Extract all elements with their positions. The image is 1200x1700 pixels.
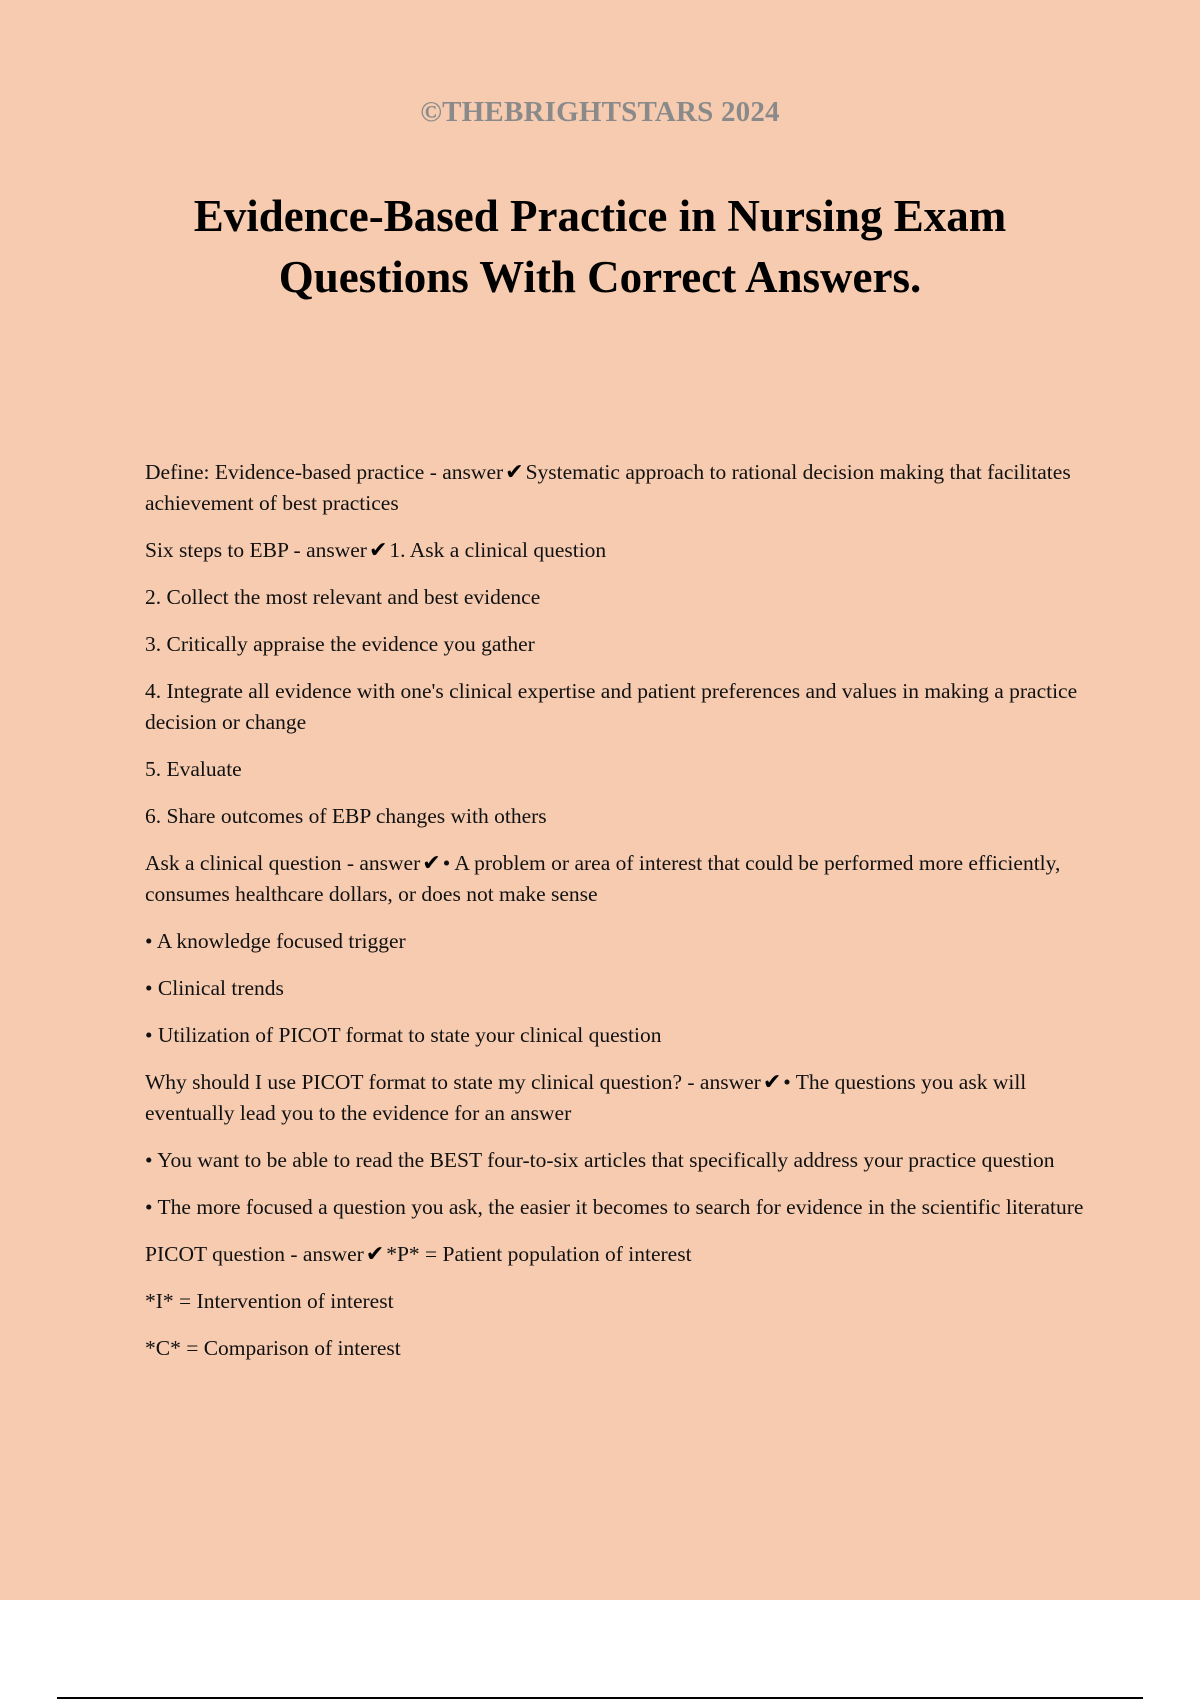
- qa-content: [145, 457, 1090, 1380]
- answer-line: 4. Integrate all evidence with one's clinical expertise and patient preferences and values in making a practice decision or change: [145, 679, 1078, 734]
- answer-text: • A problem or area of interest that could be performed more efficiently, consumes healthcare dollars, or does not make sense: [145, 851, 1061, 906]
- question-text: Why should I use PICOT format to state my clinical question?: [145, 1070, 683, 1094]
- answer-text: *P* = Patient population of interest: [386, 1242, 692, 1266]
- checkmark-icon: ✔: [762, 1070, 782, 1095]
- checkmark-icon: ✔: [422, 851, 441, 876]
- question-text: Define: Evidence-based practice: [145, 460, 425, 484]
- answer-text: 1. Ask a clinical question: [389, 538, 607, 562]
- question-text: Six steps to EBP: [145, 538, 289, 562]
- qa-item: [145, 848, 1090, 910]
- answer-text: Systematic approach to rational decision making that facilitates achievement of best practices: [145, 460, 1071, 515]
- answer-prefix: - answer: [682, 1070, 761, 1094]
- answer-line: • Clinical trends: [145, 976, 284, 1000]
- checkmark-icon: ✔: [365, 1242, 385, 1267]
- answer-prefix: - answer: [341, 851, 421, 875]
- qa-item: [145, 1067, 1090, 1129]
- checkmark-icon: ✔: [368, 538, 388, 563]
- page-divider: [57, 1697, 1143, 1699]
- answer-line: *C* = Comparison of interest: [145, 1336, 401, 1360]
- answer-text: • The questions you ask will eventually lead you to the evidence for an answer: [145, 1070, 1027, 1125]
- qa-item: [145, 535, 1090, 566]
- answer-prefix: - answer: [424, 460, 504, 484]
- document-title: [100, 186, 1100, 308]
- answer-line: 3. Critically appraise the evidence you gather: [145, 632, 535, 656]
- title-line-2: Questions With Correct Answers.: [278, 252, 922, 302]
- answer-line: • A knowledge focused trigger: [145, 929, 406, 953]
- question-text: PICOT question: [145, 1242, 285, 1266]
- answer-line: • Utilization of PICOT format to state your clinical question: [145, 1023, 662, 1047]
- checkmark-icon: ✔: [505, 460, 524, 485]
- answer-prefix: - answer: [284, 1242, 364, 1266]
- qa-item: [145, 457, 1090, 519]
- answer-line: *I* = Intervention of interest: [145, 1289, 394, 1313]
- answer-line: 6. Share outcomes of EBP changes with others: [145, 804, 547, 828]
- answer-line: • You want to be able to read the BEST four-to-six articles that specifically address your practice question: [145, 1148, 1055, 1172]
- answer-line: 5. Evaluate: [145, 757, 242, 781]
- answer-line: • The more focused a question you ask, the easier it becomes to search for evidence in the scientific literature: [145, 1195, 1084, 1219]
- answer-line: 2. Collect the most relevant and best evidence: [145, 585, 541, 609]
- question-text: Ask a clinical question: [145, 851, 342, 875]
- qa-item: [145, 1239, 1090, 1270]
- copyright-watermark: ©THEBRIGHTSTARS 2024: [420, 96, 780, 128]
- title-line-1: Evidence-Based Practice in Nursing Exam: [193, 191, 1007, 241]
- answer-prefix: - answer: [288, 538, 367, 562]
